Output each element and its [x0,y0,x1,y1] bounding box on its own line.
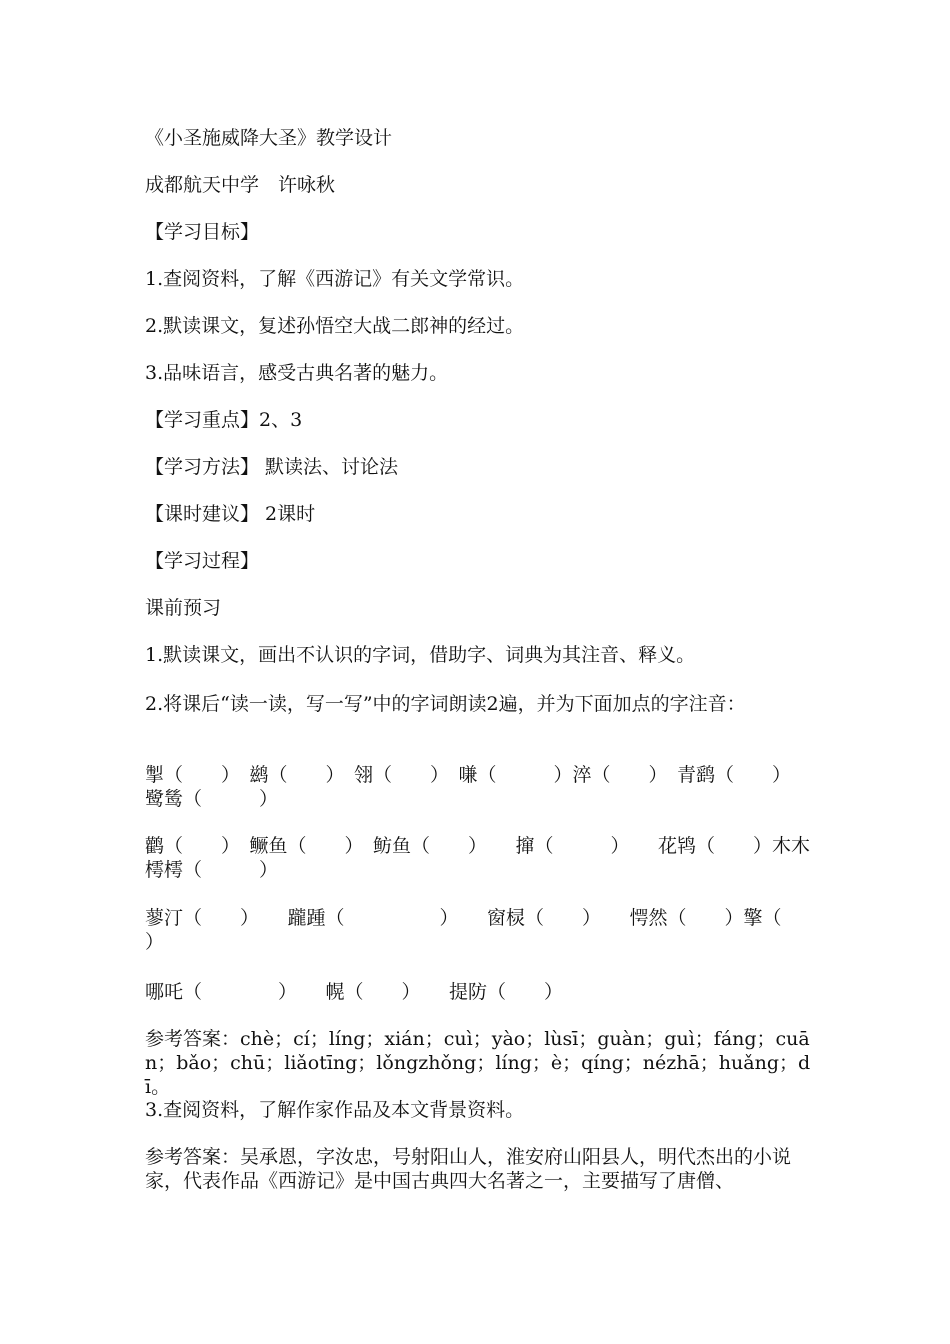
step-1: 1.默读课文，画出不认识的字词，借助字、词典为其注音、释义。 [145,644,696,666]
document-title: 《小圣施威降大圣》教学设计 [145,127,393,149]
author-line: 成都航天中学 许咏秋 [145,174,336,196]
vocab-row-3: 蓼汀（ ） 躘踵（ ） 窗棂（ ） 愕然（ ）擎（ ） [145,907,820,953]
answer-2: 参考答案：吴承恩，字汝忠，号射阳山人，淮安府山阳县人，明代杰出的小说家，代表作品《西游记》是中国古典四大名著之一，主要描写了唐僧、 [145,1146,792,1192]
goal-1: 1.查阅资料，了解《西游记》有关文学常识。 [145,268,525,290]
vocab-row-2: 鹳（ ） 鳜鱼（ ） 鲂鱼（ ） 撺（ ） 花鸨（ ）木木樗樗（ ） [145,835,811,881]
vocab-row-4: 哪吒（ ） 幌（ ） 提防（ ） [145,981,564,1003]
answer-1: 参考答案：chè；cí；líng；xián；cuì；yào；lùsī；guàn；guì；fáng；cuān；bǎo；chū；liǎotīng；lǒngzhǒng；líng；è；qíng；nézhā；huǎng；dī。 [145,1028,811,1098]
goal-2: 2.默读课文，复述孙悟空大战二郎神的经过。 [145,315,525,337]
focus-line: 【学习重点】2、3 [145,409,303,431]
hours-line: 【课时建议】 2课时 [145,503,316,525]
goals-heading: 【学习目标】 [145,221,260,243]
vocab-row-1: 掣（ ） 鹚（ ） 翎（ ） 嗛（ ）淬（ ） 青鹞（ ） 鹭鸶（ ） [145,764,801,810]
step-2: 2.将课后“读一读，写一写”中的字词朗读2遍，并为下面加点的字注音： [145,693,746,715]
process-heading: 【学习过程】 [145,550,260,572]
method-line: 【学习方法】 默读法、讨论法 [145,456,399,478]
goal-3: 3.品味语言，感受古典名著的魅力。 [145,362,449,384]
step-3: 3.查阅资料，了解作家作品及本文背景资料。 [145,1099,525,1121]
preview-heading: 课前预习 [145,597,222,619]
